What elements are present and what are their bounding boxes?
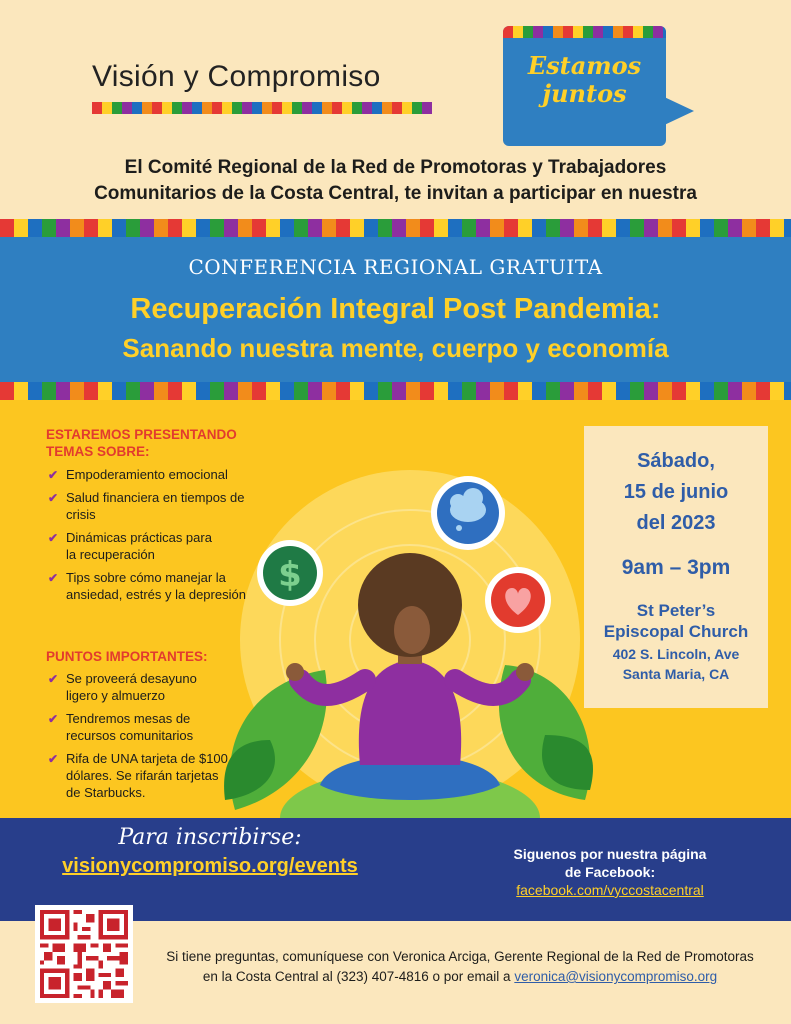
event-address — [584, 644, 768, 684]
venue-line1: St Peter’s — [636, 601, 716, 620]
topics-heading-line2: TEMAS SOBRE: — [46, 444, 150, 459]
facebook-label — [460, 845, 760, 881]
register-label: Para inscribirse: — [118, 825, 302, 850]
topics-heading — [46, 426, 276, 460]
intro-line2: Comunitarios de la Costa Central, te invitan a participar en nuestra — [94, 183, 697, 204]
conference-title: Recuperación Integral Post Pandemia: — [130, 293, 661, 325]
pattern-band-bottom — [0, 382, 791, 400]
bubble-line1: Estamos — [527, 51, 642, 80]
conference-label: CONFERENCIA REGIONAL GRATUITA — [188, 255, 603, 279]
event-time: 9am – 3pm — [621, 556, 731, 579]
list-item-text: Rifa de UNA tarjeta de $100 dólares. Se rifarán tarjetas de Starbucks. — [66, 751, 228, 800]
check-icon: ✔ — [48, 752, 59, 766]
topics-list — [46, 466, 276, 609]
points-list — [46, 670, 271, 807]
contact-line1: Si tiene preguntas, comuníquese con Veronica Arciga, Gerente Regional de la Red de Promotoras — [166, 949, 754, 964]
event-venue — [584, 600, 768, 642]
list-item — [46, 466, 231, 483]
venue-line2: Episcopal Church — [603, 622, 749, 641]
check-icon: ✔ — [48, 712, 59, 726]
list-item — [46, 489, 276, 523]
list-item-text: Empoderamiento emocional — [66, 467, 228, 482]
speech-bubble-text — [503, 52, 666, 108]
conference-subtitle: Sanando nuestra mente, cuerpo y economía — [122, 333, 669, 363]
list-item — [46, 750, 236, 801]
list-item — [46, 529, 216, 563]
list-item-text: Tips sobre cómo manejar la ansiedad, estrés y la depresión — [66, 570, 246, 602]
contact-info — [150, 947, 770, 987]
list-item-text: Se proveerá desayuno ligero y almuerzo — [66, 671, 197, 703]
event-day: Sábado, — [637, 450, 715, 472]
check-icon: ✔ — [48, 571, 59, 585]
hand-right — [516, 663, 534, 681]
list-item-text: Dinámicas prácticas para la recuperación — [66, 530, 212, 562]
register-link[interactable]: visionycompromiso.org/events — [62, 855, 358, 877]
intro-line1: El Comité Regional de la Red de Promotoras y Trabajadores — [124, 157, 667, 178]
list-item — [46, 710, 226, 744]
event-info-card — [584, 426, 768, 708]
logo-title: Visión y Compromiso — [92, 60, 381, 93]
check-icon: ✔ — [48, 531, 59, 545]
hand-left — [286, 663, 304, 681]
facebook-label-line2: de Facebook: — [564, 864, 656, 880]
topics-heading-line1: ESTAREMOS PRESENTANDO — [46, 427, 237, 442]
contact-line2 — [150, 967, 770, 987]
bubble-line2: juntos — [542, 79, 627, 108]
facebook-label-line1: Siguenos por nuestra página — [513, 846, 707, 862]
check-icon: ✔ — [48, 491, 59, 505]
contact-email-link[interactable]: veronica@visionycompromiso.org — [514, 969, 718, 984]
facebook-link[interactable]: facebook.com/vyccostacentral — [516, 882, 704, 898]
points-heading: PUNTOS IMPORTANTES: — [46, 649, 208, 664]
dollar-icon: $ — [278, 555, 302, 595]
speech-bubble-pattern — [503, 26, 666, 38]
address-line1: 402 S. Lincoln, Ave — [612, 646, 740, 662]
qr-code[interactable] — [35, 905, 133, 1003]
check-icon: ✔ — [48, 468, 59, 482]
event-date-text: 15 de junio — [623, 481, 729, 503]
list-item — [46, 569, 246, 603]
event-year: del 2023 — [636, 512, 716, 534]
address-line2: Santa Maria, CA — [622, 666, 730, 682]
face — [394, 606, 430, 654]
list-item — [46, 670, 206, 704]
list-item-text: Salud financiera en tiempos de crisis — [66, 490, 245, 522]
pattern-band-top — [0, 219, 791, 237]
logo-pattern — [92, 102, 432, 114]
check-icon: ✔ — [48, 672, 59, 686]
list-item-text: Tendremos mesas de recursos comunitarios — [66, 711, 194, 743]
intro-text — [40, 155, 751, 207]
contact-line2-text: en la Costa Central al (323) 407-4816 o por email a — [202, 969, 515, 984]
qr-code-icon — [40, 910, 128, 998]
event-date — [584, 446, 768, 539]
